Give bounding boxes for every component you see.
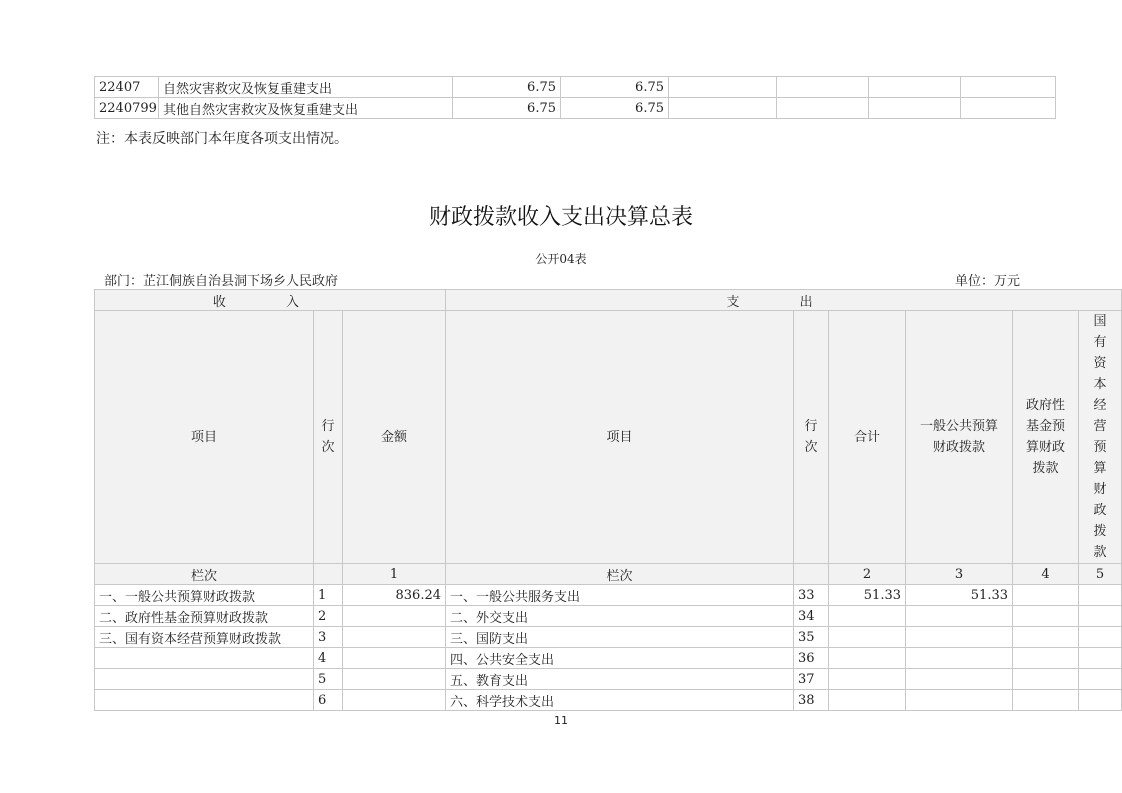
income-line: 4	[314, 648, 343, 669]
table-row	[95, 98, 1056, 119]
column-blank	[794, 564, 829, 585]
expense-detail-table-continued	[94, 76, 1056, 119]
expense-general: 51.33	[906, 585, 1013, 606]
income-amount	[343, 690, 446, 711]
column-number-row	[95, 564, 1122, 585]
subject-code: 22407	[95, 77, 159, 98]
general-budget-header: 一般公共预算财政拨款	[906, 311, 1013, 564]
income-line: 1	[314, 585, 343, 606]
amount-cell	[961, 77, 1056, 98]
expense-line: 38	[794, 690, 829, 711]
unit-label: 单位：万元	[955, 274, 1021, 289]
fiscal-appropriation-summary-table	[94, 289, 1122, 711]
table-row	[95, 585, 1122, 606]
expense-state-capital	[1079, 690, 1122, 711]
amount-cell: 6.75	[453, 98, 561, 119]
income-item	[95, 669, 314, 690]
income-amount	[343, 606, 446, 627]
expense-gov-fund	[1013, 606, 1079, 627]
expense-state-capital	[1079, 585, 1122, 606]
income-item: 二、政府性基金预算财政拨款	[95, 606, 314, 627]
column-number: 3	[906, 564, 1013, 585]
table-row	[95, 606, 1122, 627]
expense-line: 36	[794, 648, 829, 669]
table-row	[95, 648, 1122, 669]
expense-gov-fund	[1013, 648, 1079, 669]
table-row	[95, 627, 1122, 648]
expense-line: 37	[794, 669, 829, 690]
expense-gov-fund	[1013, 690, 1079, 711]
state-capital-header: 国有资本经营预算财政拨款	[1079, 311, 1122, 564]
expense-line: 35	[794, 627, 829, 648]
income-amount-header: 金额	[343, 311, 446, 564]
income-item	[95, 690, 314, 711]
amount-cell: 6.75	[561, 98, 669, 119]
table-row	[95, 690, 1122, 711]
income-line: 3	[314, 627, 343, 648]
income-line: 5	[314, 669, 343, 690]
table-row	[95, 669, 1122, 690]
column-label: 栏次	[95, 564, 314, 585]
income-line: 6	[314, 690, 343, 711]
total-header: 合计	[829, 311, 906, 564]
table-note: 注：本表反映部门本年度各项支出情况。	[96, 131, 348, 147]
gov-fund-header: 政府性基金预算财政拨款	[1013, 311, 1079, 564]
expense-line: 33	[794, 585, 829, 606]
expense-item: 六、科学技术支出	[446, 690, 794, 711]
expense-gov-fund	[1013, 669, 1079, 690]
expense-state-capital	[1079, 627, 1122, 648]
expense-item: 五、教育支出	[446, 669, 794, 690]
income-header: 收 入	[95, 290, 446, 311]
column-number: 4	[1013, 564, 1079, 585]
expense-state-capital	[1079, 606, 1122, 627]
expense-item-header: 项目	[446, 311, 794, 564]
amount-cell	[669, 77, 777, 98]
subject-name: 其他自然灾害救灾及恢复重建支出	[159, 98, 453, 119]
expense-general	[906, 627, 1013, 648]
amount-cell	[961, 98, 1056, 119]
expense-general	[906, 690, 1013, 711]
expense-item: 一、一般公共服务支出	[446, 585, 794, 606]
expense-line: 34	[794, 606, 829, 627]
expense-general	[906, 669, 1013, 690]
income-item-header: 项目	[95, 311, 314, 564]
amount-cell	[869, 77, 961, 98]
income-amount: 836.24	[343, 585, 446, 606]
expense-gov-fund	[1013, 585, 1079, 606]
income-item: 一、一般公共预算财政拨款	[95, 585, 314, 606]
column-number: 5	[1079, 564, 1122, 585]
income-amount	[343, 627, 446, 648]
table-row	[95, 77, 1056, 98]
income-item: 三、国有资本经营预算财政拨款	[95, 627, 314, 648]
amount-cell	[777, 77, 869, 98]
expense-general	[906, 606, 1013, 627]
expense-total	[829, 669, 906, 690]
column-blank	[314, 564, 343, 585]
expense-state-capital	[1079, 669, 1122, 690]
expense-total	[829, 648, 906, 669]
table-code: 公开04表	[535, 252, 587, 266]
expense-item: 四、公共安全支出	[446, 648, 794, 669]
income-line-header: 行次	[314, 311, 343, 564]
expense-total	[829, 690, 906, 711]
page-number: 11	[554, 714, 568, 727]
page-title: 财政拨款收入支出决算总表	[428, 205, 693, 230]
expense-total: 51.33	[829, 585, 906, 606]
expense-item: 二、外交支出	[446, 606, 794, 627]
expense-line-header: 行次	[794, 311, 829, 564]
header-row-columns	[95, 311, 1122, 564]
subject-code: 2240799	[95, 98, 159, 119]
expense-state-capital	[1079, 648, 1122, 669]
column-number: 2	[829, 564, 906, 585]
amount-cell	[669, 98, 777, 119]
subject-name: 自然灾害救灾及恢复重建支出	[159, 77, 453, 98]
department-label: 部门：芷江侗族自治县洞下场乡人民政府	[104, 274, 339, 289]
income-amount	[343, 669, 446, 690]
column-label: 栏次	[446, 564, 794, 585]
amount-cell: 6.75	[561, 77, 669, 98]
column-number: 1	[343, 564, 446, 585]
expense-item: 三、国防支出	[446, 627, 794, 648]
amount-cell	[869, 98, 961, 119]
amount-cell: 6.75	[453, 77, 561, 98]
expense-total	[829, 606, 906, 627]
income-item	[95, 648, 314, 669]
header-row-group	[95, 290, 1122, 311]
income-amount	[343, 648, 446, 669]
expense-header: 支 出	[446, 290, 1122, 311]
expense-general	[906, 648, 1013, 669]
income-line: 2	[314, 606, 343, 627]
amount-cell	[777, 98, 869, 119]
expense-total	[829, 627, 906, 648]
expense-gov-fund	[1013, 627, 1079, 648]
